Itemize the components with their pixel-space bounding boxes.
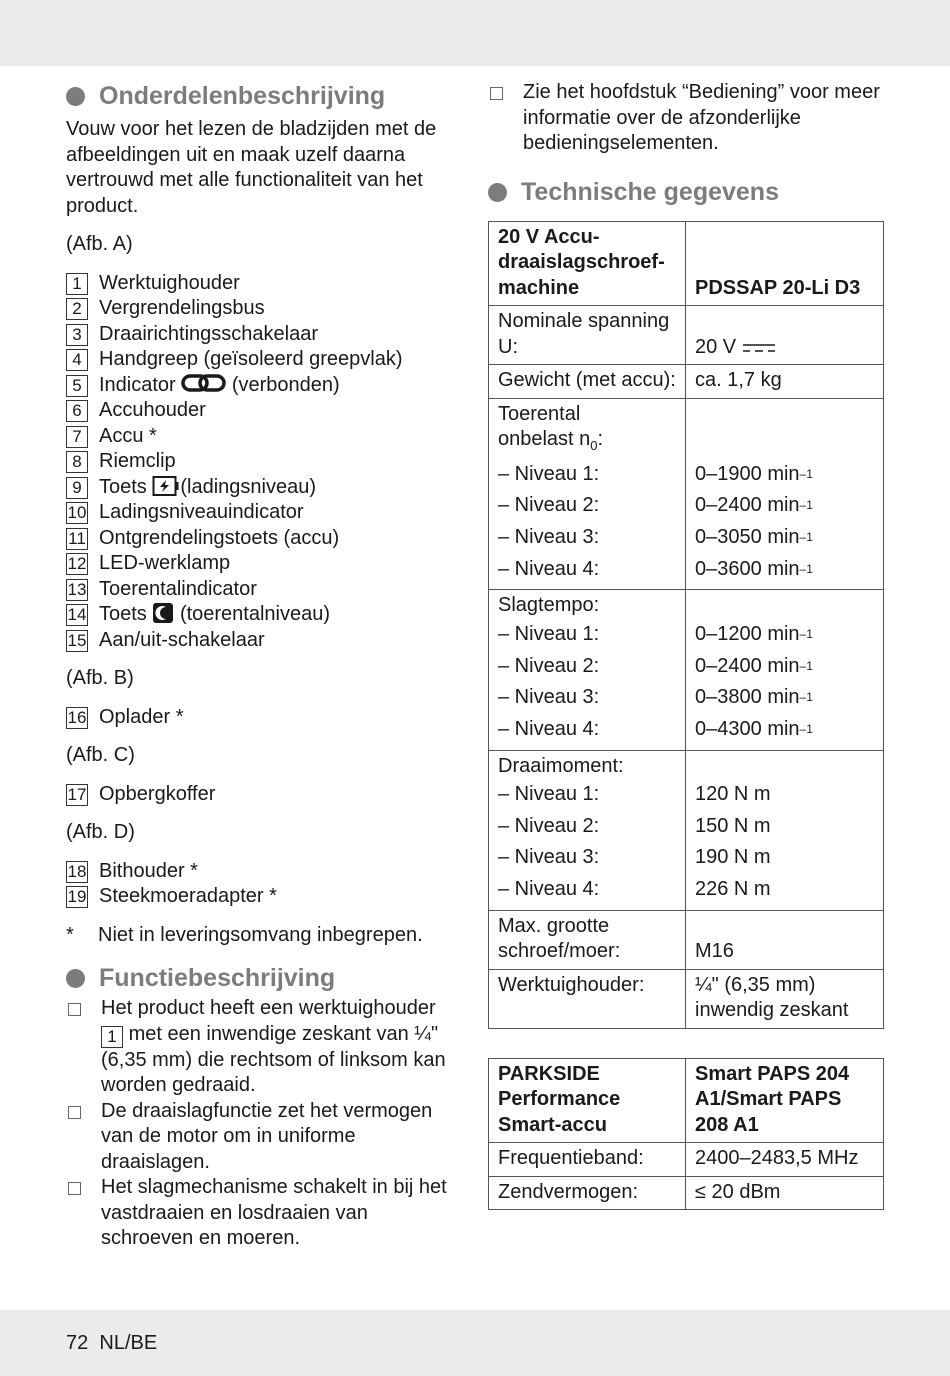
value-number: 0–1900 — [695, 462, 762, 485]
part-label: Accu * — [99, 424, 157, 447]
table-cell: ca. 1,7 kg — [686, 365, 884, 399]
heading-text: Technische gegevens — [521, 178, 779, 206]
cell-text: Slagtempo: — [498, 594, 600, 617]
part-number: 6 — [66, 400, 88, 422]
list-item — [66, 1175, 461, 1252]
level-label: – Niveau 1: — [498, 783, 600, 806]
list-item — [66, 859, 461, 885]
list-item — [66, 271, 461, 297]
table-cell: Werktuighouder: — [489, 969, 686, 1028]
part-number: 16 — [67, 707, 87, 727]
heading-text: Onderdelenbeschrijving — [99, 81, 386, 110]
part-number: 4 — [66, 349, 88, 371]
level-value — [695, 650, 875, 682]
table-row — [489, 1176, 884, 1210]
value-list — [695, 459, 875, 586]
part-label: Accuhouder — [99, 399, 206, 421]
table-cell — [686, 590, 884, 750]
bullet-text — [101, 996, 461, 1099]
list-item — [66, 782, 461, 808]
value-unit: min — [767, 686, 800, 709]
table-row — [489, 306, 884, 365]
level-value — [695, 714, 875, 746]
bullet-text: Zie het hoofdstuk “Bediening” voor meer informatie over de afzonderlijke bedieningselementen. — [523, 81, 880, 154]
level-value: 120 N m — [695, 783, 771, 806]
part-number: 2 — [66, 298, 88, 320]
cell-text: Toerental — [498, 402, 581, 425]
table-cell: Max. grootte schroef/moer: — [489, 910, 686, 969]
level-value — [695, 554, 875, 586]
level-label: – Niveau 3: — [498, 846, 600, 869]
level-value — [695, 522, 875, 554]
table-cell: ¼" (6,35 mm) inwendig zeskant — [686, 969, 884, 1028]
bullet-dot-icon — [488, 183, 507, 202]
bullet-dot-icon — [66, 87, 85, 106]
part-label: LED-werklamp — [99, 552, 231, 574]
level-value — [695, 459, 875, 491]
table-cell: 2400–2483,5 MHz — [686, 1143, 884, 1177]
table-cell — [489, 750, 686, 910]
table-cell — [489, 590, 686, 750]
part-label: Ontgrendelingstoets (accu) — [99, 526, 340, 549]
fig-c-label: (Afb. C) — [66, 744, 135, 766]
level-value — [695, 490, 875, 522]
part-label: Aan/uit-schakelaar — [99, 628, 265, 651]
table-row — [489, 910, 884, 969]
table-row — [489, 221, 884, 306]
checkbox-bullet-icon — [68, 1106, 81, 1119]
table-row — [489, 365, 884, 399]
table-cell: Smart PAPS 204 A1/Smart PAPS 208 A1 — [686, 1058, 884, 1143]
value-number: 0–2400 — [695, 494, 762, 517]
value-exponent: –1 — [799, 498, 813, 513]
part-label: Handgreep (geïsoleerd greepvlak) — [99, 348, 403, 370]
table-cell: Gewicht (met accu): — [489, 365, 686, 399]
level-label: – Niveau 1: — [498, 622, 600, 645]
table-cell — [489, 398, 686, 590]
left-column — [66, 80, 461, 1252]
value-exponent: –1 — [799, 721, 813, 736]
table-cell — [686, 750, 884, 910]
list-item — [66, 884, 461, 910]
part-label: Vergrendelingsbus — [99, 297, 265, 319]
checkbox-bullet-icon — [490, 87, 503, 100]
value-unit: min — [767, 462, 800, 485]
bullet-dot-icon — [66, 969, 85, 988]
parts-list-d — [66, 859, 461, 910]
list-item — [66, 705, 461, 731]
table-cell: 20 V Accu-draaislagschroef-machine — [489, 221, 686, 306]
part-number: 12 — [67, 554, 87, 573]
level-value — [695, 682, 875, 714]
list-item — [66, 373, 461, 399]
value-exponent: –1 — [799, 529, 813, 544]
part-label: Steekmoeradapter * — [99, 885, 277, 907]
list-item — [66, 526, 461, 552]
part-label: Ladingsniveauindicator — [99, 501, 304, 523]
level-list — [498, 779, 677, 906]
table-cell: Frequentieband: — [489, 1143, 686, 1177]
part-label-suffix: (toerentalniveau) — [179, 603, 331, 625]
part-label: Toets — [99, 603, 147, 625]
list-item — [66, 398, 461, 424]
table-cell: PARKSIDE Performance Smart-accu — [489, 1058, 686, 1143]
level-label: – Niveau 1: — [498, 462, 600, 485]
value-exponent: –1 — [799, 626, 813, 641]
spec-table — [488, 221, 884, 1029]
part-number: 1 — [101, 1026, 123, 1048]
subscript: 0 — [590, 438, 598, 453]
list-item — [66, 322, 461, 348]
value-number: 0–2400 — [695, 654, 762, 677]
table-row — [489, 969, 884, 1028]
level-label: – Niveau 4: — [498, 557, 600, 580]
heading-technische-gegevens — [488, 177, 886, 209]
value-unit: min — [767, 654, 800, 677]
part-label: Opbergkoffer — [99, 782, 216, 805]
cell-text-part: : — [597, 428, 604, 450]
fig-a-label: (Afb. A) — [66, 233, 133, 255]
right-column — [488, 80, 886, 1210]
part-label: Toerentalindicator — [99, 577, 257, 600]
heading-functiebeschrijving — [66, 962, 461, 994]
battery-spec-table — [488, 1058, 884, 1211]
part-number: 17 — [67, 784, 87, 804]
value-exponent: –1 — [799, 561, 813, 576]
table-row — [489, 1058, 884, 1143]
header-band — [0, 0, 950, 66]
battery-charge-icon — [152, 475, 180, 497]
level-label: – Niveau 2: — [498, 654, 600, 677]
list-item — [66, 449, 461, 475]
part-number: 18 — [67, 861, 87, 881]
dc-symbol-icon — [742, 342, 776, 354]
value-exponent: –1 — [799, 466, 813, 481]
table-cell: PDSSAP 20-Li D3 — [686, 221, 884, 306]
table-row — [489, 398, 884, 590]
table-cell — [686, 306, 884, 365]
footnote-marker: * — [66, 923, 74, 946]
part-number: 9 — [66, 477, 88, 499]
part-number: 5 — [66, 375, 88, 397]
page-number: 72 — [66, 1332, 89, 1354]
parts-list-a — [66, 271, 461, 654]
level-label: – Niveau 4: — [498, 717, 600, 740]
part-number: 14 — [67, 605, 87, 624]
level-label: – Niveau 3: — [498, 525, 600, 548]
part-number: 7 — [66, 426, 88, 448]
list-item — [66, 996, 461, 1099]
list-item — [66, 1099, 461, 1176]
table-row — [489, 750, 884, 910]
value-unit: min — [767, 622, 800, 645]
footnote — [66, 923, 461, 949]
part-label: Indicator — [99, 373, 176, 396]
part-number: 8 — [66, 451, 88, 473]
fig-d-label: (Afb. D) — [66, 821, 135, 843]
bullet-text-part: Het product heeft een werktuighouder — [101, 997, 436, 1019]
list-item — [66, 347, 461, 373]
value-exponent: –1 — [799, 690, 813, 705]
part-number: 13 — [67, 579, 87, 599]
value-number: 0–3050 — [695, 525, 762, 548]
value-unit: min — [767, 557, 800, 580]
part-label: Oplader * — [99, 705, 184, 728]
level-label: – Niveau 3: — [498, 686, 600, 709]
value-list — [695, 779, 875, 906]
fig-b-label: (Afb. B) — [66, 667, 134, 689]
language-code: NL/BE — [99, 1332, 158, 1354]
level-label: – Niveau 2: — [498, 814, 600, 837]
level-label: – Niveau 2: — [498, 494, 600, 517]
value-exponent: –1 — [799, 658, 813, 673]
cell-text: Draaimoment: — [498, 754, 624, 777]
value-number: 0–1200 — [695, 622, 762, 645]
checkbox-bullet-icon — [68, 1003, 81, 1016]
list-item — [66, 551, 461, 577]
page-footer — [66, 1332, 157, 1355]
checkbox-bullet-icon — [68, 1182, 81, 1195]
speed-level-icon — [152, 602, 174, 624]
list-item — [66, 628, 461, 654]
level-label: – Niveau 4: — [498, 878, 600, 901]
part-number: 19 — [67, 887, 87, 906]
level-value: 190 N m — [695, 846, 771, 869]
list-item — [66, 602, 461, 628]
cell-text-part: onbelast n — [498, 428, 591, 450]
part-label: Toets — [99, 475, 147, 498]
part-label-suffix: (ladingsniveau) — [180, 475, 317, 498]
value-unit: min — [767, 494, 800, 517]
part-label: Werktuighouder — [99, 271, 240, 294]
list-item — [66, 577, 461, 603]
part-number: 15 — [67, 630, 87, 650]
part-label: Riemclip — [99, 450, 176, 472]
part-label: Draairichtingsschakelaar — [99, 322, 318, 345]
level-list — [498, 619, 677, 746]
part-number: 1 — [66, 273, 88, 295]
level-list — [498, 459, 677, 586]
part-number: 11 — [66, 528, 88, 550]
table-cell: ≤ 20 dBm — [686, 1176, 884, 1210]
table-cell: Zendvermogen: — [489, 1176, 686, 1210]
bullet-text: De draaislagfunctie zet het vermogen van de motor om in uniforme draaislagen. — [101, 1099, 433, 1173]
value-number: 0–3800 — [695, 686, 762, 709]
level-value — [695, 619, 875, 651]
table-cell: M16 — [686, 910, 884, 969]
level-value: 150 N m — [695, 814, 771, 837]
value-unit: min — [767, 717, 800, 740]
bullet-text-part: met een inwendige zeskant van ¼" (6,35 mm) die rechtsom of linksom kan worden gedraaid. — [101, 1022, 446, 1096]
voltage-value: 20 V — [695, 335, 737, 358]
cell-text — [498, 427, 677, 459]
table-row — [489, 590, 884, 750]
list-item — [66, 424, 461, 450]
heading-text: Functiebeschrijving — [99, 963, 336, 992]
value-list — [695, 619, 875, 746]
function-list — [66, 996, 461, 1252]
table-cell: Nominale spanning U: — [489, 306, 686, 365]
link-icon — [181, 373, 226, 393]
intro-paragraph: Vouw voor het lezen de bladzijden met de afbeeldingen uit en maak uzelf daarna vertrouwd met alle functionaliteit van het product. — [66, 118, 437, 217]
list-item — [488, 80, 886, 157]
list-item — [66, 475, 461, 501]
value-unit: min — [767, 525, 800, 548]
heading-onderdelenbeschrijving — [66, 80, 461, 112]
value-number: 0–3600 — [695, 557, 762, 580]
part-label: Bithouder * — [99, 859, 198, 882]
bullet-text: Het slagmechanisme schakelt in bij het vastdraaien en losdraaien van schroeven en moeren. — [101, 1176, 447, 1249]
footnote-text: Niet in leveringsomvang inbegrepen. — [98, 923, 423, 946]
part-number: 3 — [66, 324, 88, 346]
table-row — [489, 1143, 884, 1177]
table-cell — [686, 398, 884, 590]
value-number: 0–4300 — [695, 717, 762, 740]
list-item — [66, 500, 461, 526]
level-value: 226 N m — [695, 878, 771, 901]
list-item — [66, 296, 461, 322]
part-label-suffix: (verbonden) — [231, 373, 340, 396]
part-number: 10 — [67, 503, 87, 522]
